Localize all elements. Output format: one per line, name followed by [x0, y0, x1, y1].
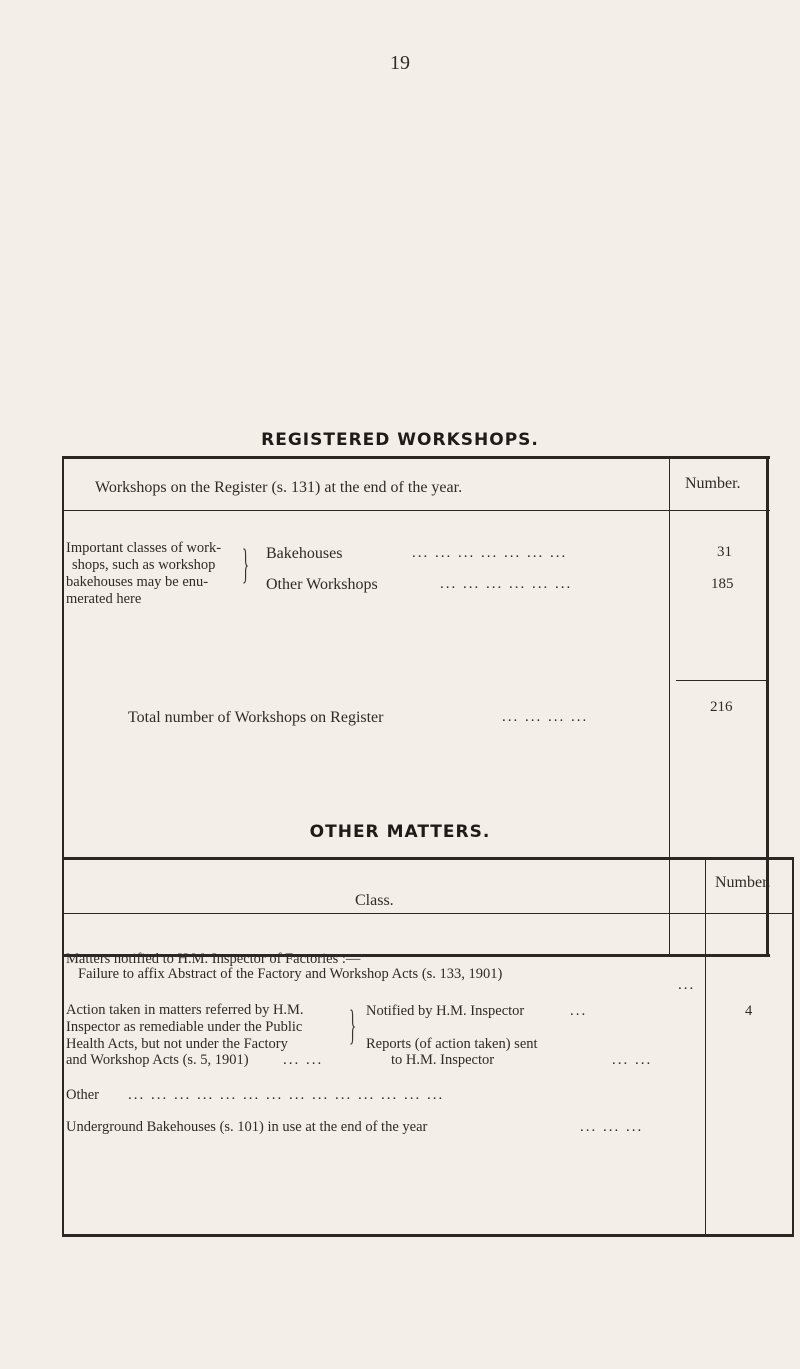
underground-bakehouses-label: Underground Bakehouses (s. 101) in use at the end of the year [66, 1119, 428, 1135]
classes-note-line-4: merated here [66, 591, 142, 607]
total-value: 216 [710, 699, 733, 715]
failure-to-affix-line: Failure to affix Abstract of the Factory and Workshop Acts (s. 133, 1901) [78, 966, 503, 982]
number-column-rule [705, 859, 706, 1234]
bakehouses-label: Bakehouses [266, 545, 343, 562]
classes-note-line-2: shops, such as workshop [72, 557, 216, 573]
classes-note-line-3: bakehouses may be enu- [66, 574, 209, 590]
total-label: Total number of Workshops on Register [128, 709, 384, 726]
number-column-header: Number. [685, 475, 741, 492]
table-top-rule [62, 857, 794, 860]
other-workshops-label: Other Workshops [266, 576, 378, 593]
total-rule [676, 680, 766, 681]
other-leader: ... ... ... ... ... ... ... ... ... ... ... ... ... ... [128, 1087, 445, 1103]
other-label: Other [66, 1087, 100, 1103]
other-workshops-leader: ... ... ... ... ... ... [440, 576, 573, 592]
page-number: 19 [390, 52, 410, 74]
reports-line-2: to H.M. Inspector [391, 1052, 495, 1068]
right-brace-icon: } [242, 542, 250, 588]
class-column-header: Class. [355, 892, 394, 909]
table-left-rule [62, 859, 64, 1236]
action-taken-line-3: Health Acts, but not under the Factory [66, 1036, 288, 1052]
right-brace-icon: } [349, 1003, 357, 1049]
number-column-rule [669, 458, 670, 954]
reports-leader: ... ... [612, 1052, 653, 1068]
underground-bakehouses-leader: ... ... ... [580, 1119, 644, 1135]
action-taken-line-1: Action taken in matters referred by H.M. [66, 1002, 304, 1018]
header-rule [62, 913, 794, 914]
notified-value: 4 [745, 1003, 753, 1019]
classes-note-line-1: Important classes of work- [66, 540, 222, 556]
notified-leader: ... [570, 1003, 588, 1019]
bakehouses-leader: ... ... ... ... ... ... ... [412, 545, 568, 561]
bakehouses-value: 31 [717, 544, 732, 560]
register-column-header: Workshops on the Register (s. 131) at the end of the year. [95, 479, 463, 496]
matters-notified-line: Matters notified to H.M. Inspector of Factories :— [66, 951, 361, 967]
table-top-rule [62, 456, 770, 459]
failure-leader: ... [678, 977, 696, 993]
header-rule [62, 510, 770, 511]
other-workshops-value: 185 [711, 576, 734, 592]
reports-line-1: Reports (of action taken) sent [366, 1036, 538, 1052]
other-matters-heading: OTHER MATTERS. [309, 822, 491, 842]
table-right-rule [792, 859, 794, 1236]
registered-workshops-heading: REGISTERED WORKSHOPS. [261, 430, 539, 450]
notified-label: Notified by H.M. Inspector [366, 1003, 525, 1019]
action-taken-leader: ... ... [283, 1052, 324, 1068]
number-column-header: Number. [715, 874, 771, 891]
action-taken-line-4: and Workshop Acts (s. 5, 1901) [66, 1052, 249, 1068]
action-taken-line-2: Inspector as remediable under the Public [66, 1019, 303, 1035]
table-bottom-rule [62, 1234, 794, 1237]
total-leader: ... ... ... ... [502, 709, 589, 725]
